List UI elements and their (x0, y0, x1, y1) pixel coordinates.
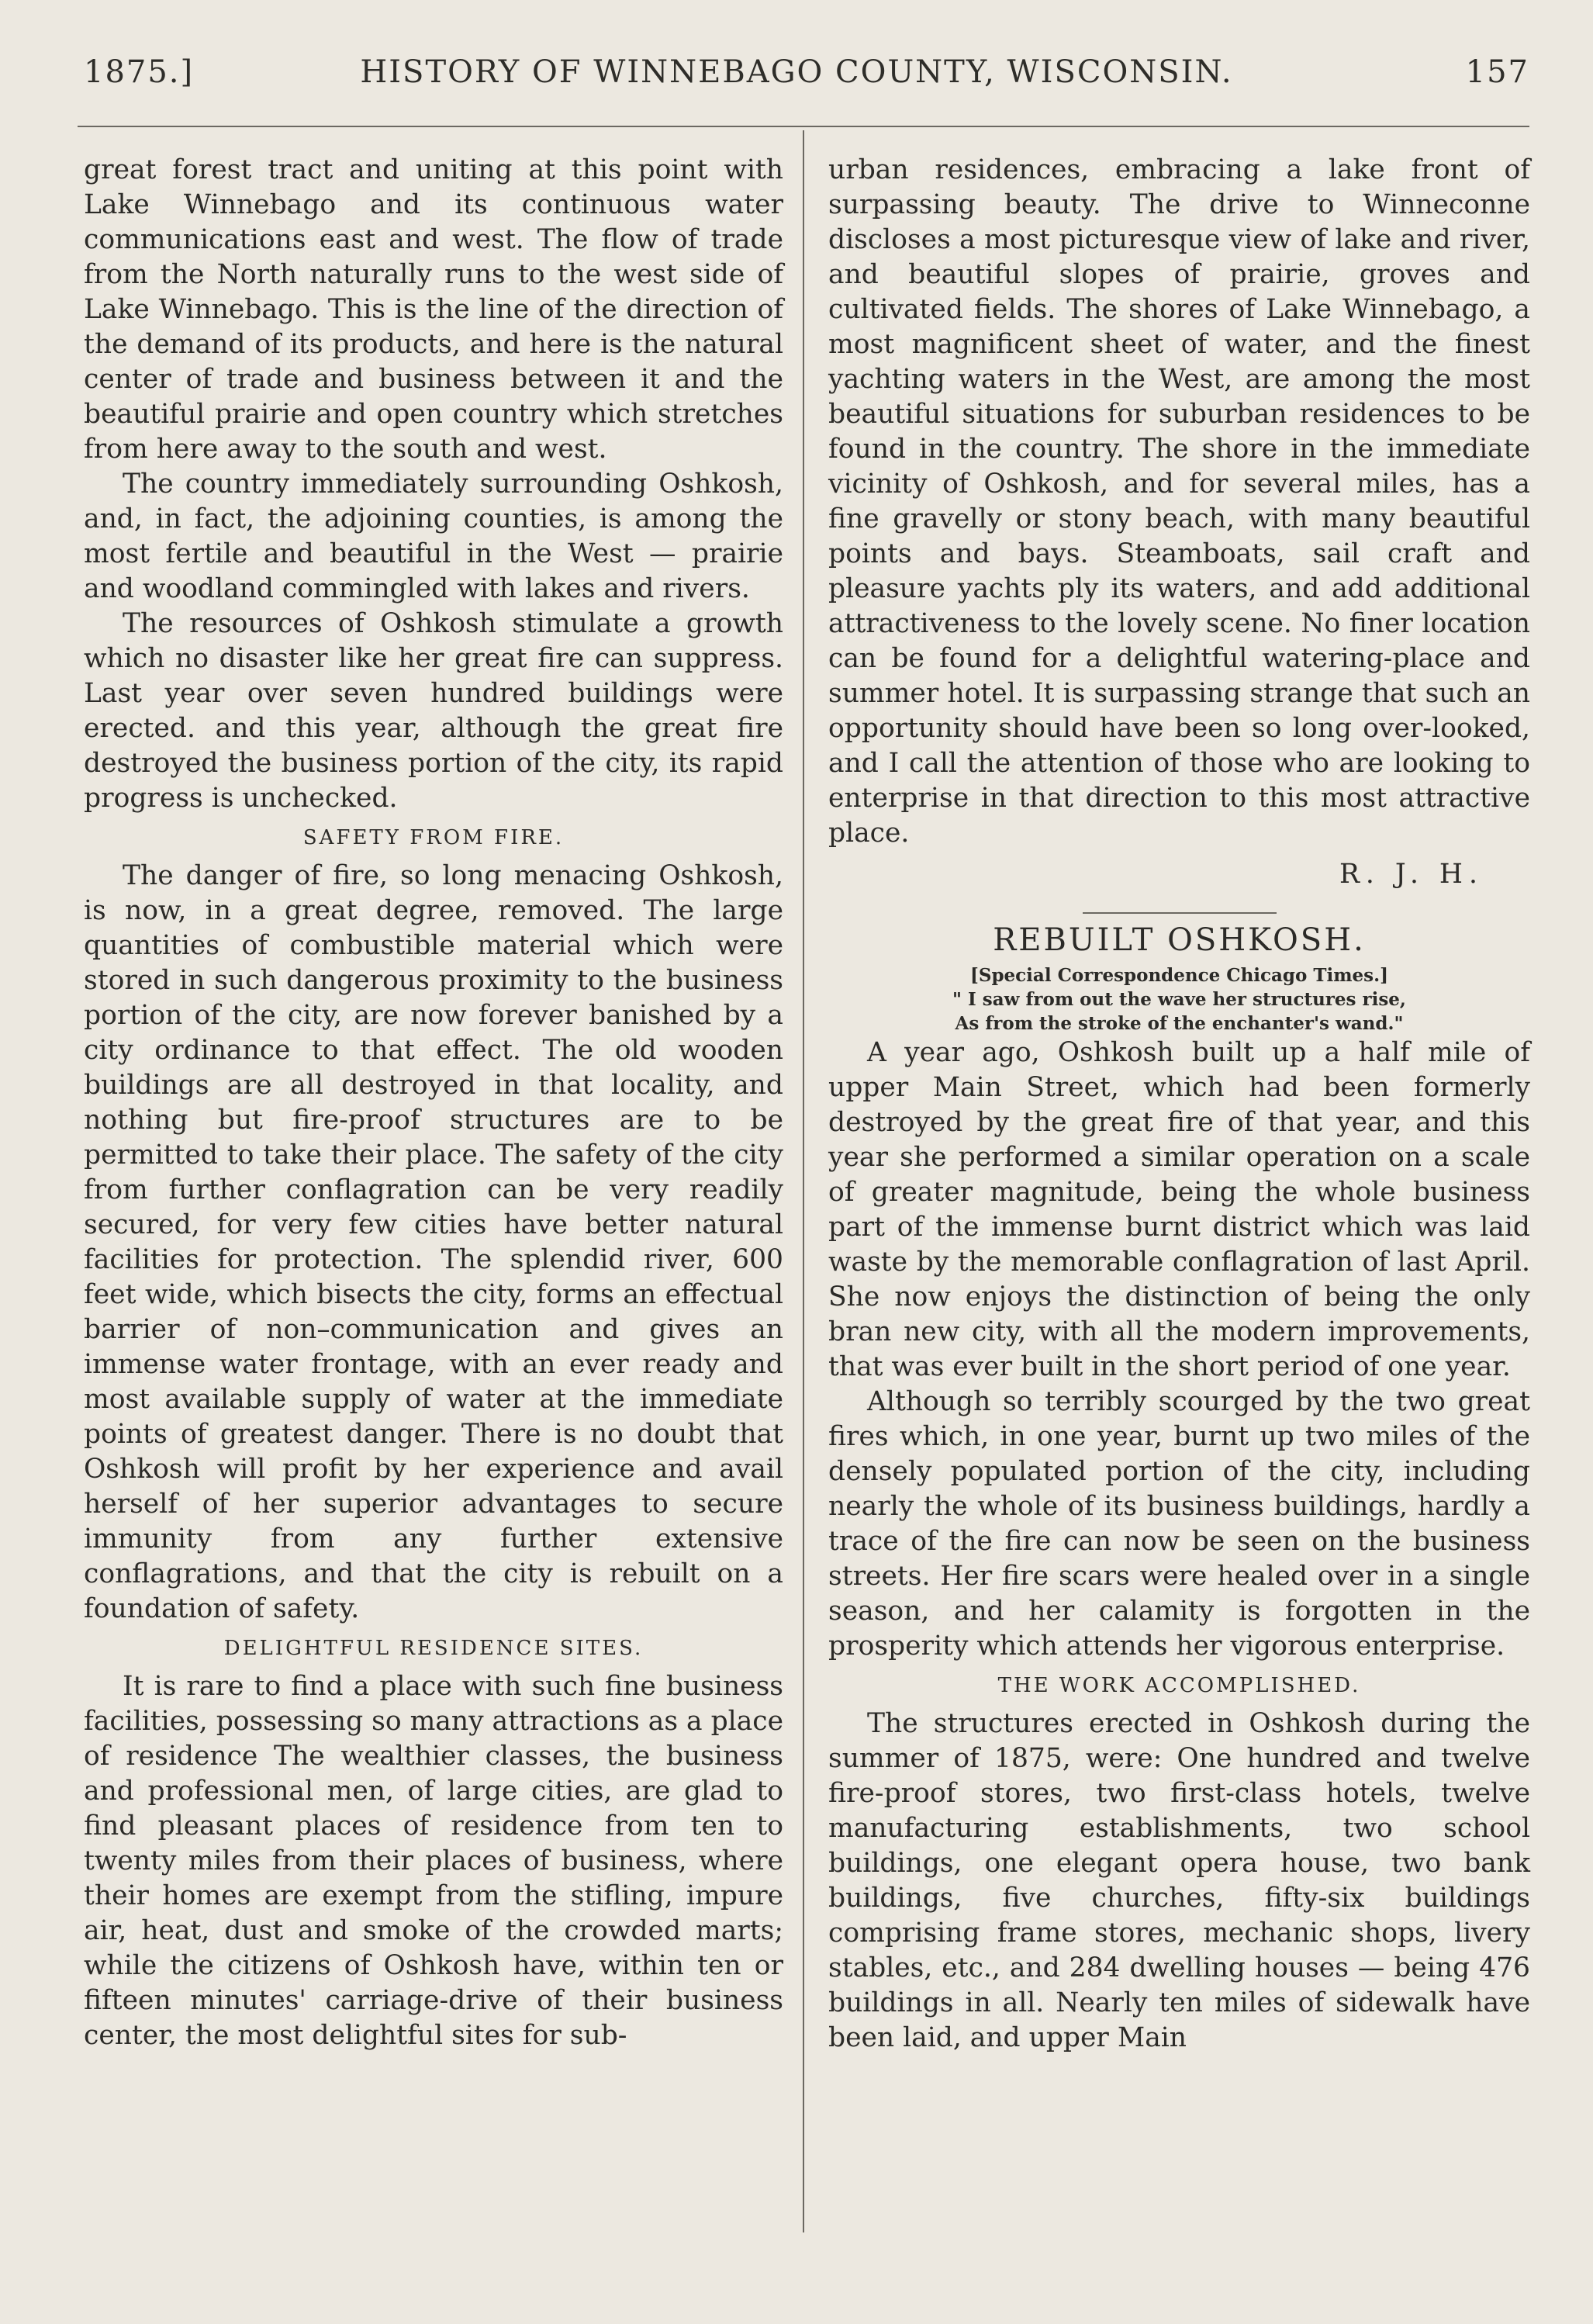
epigraph-line: " I saw from out the wave her structures rise, (952, 989, 1406, 1010)
correspondence-credit: [Special Correspondence Chicago Times.] (969, 965, 1389, 986)
epigraph-line: As from the stroke of the enchanter's wand." (955, 1013, 1404, 1034)
author-signature: R. J. H. (1339, 859, 1484, 890)
paragraph: The country immediately surrounding Oshkosh, and, in fact, the adjoining counties, is among the most fertile and beautiful in the West — prairie and woodland commingled with lakes and rivers. (84, 469, 783, 604)
header-title: HISTORY OF WINNEBAGO COUNTY, WISCONSIN. (360, 54, 1233, 90)
page-number: 157 (1465, 54, 1529, 90)
section-heading: THE WORK ACCOMPLISHED. (997, 1674, 1361, 1697)
right-column (828, 153, 1530, 2056)
paragraph: urban residences, embracing a lake front of surpassing beauty. The drive to Winneconne discloses a most picturesque view of lake and river, and beautiful slopes of prairie, groves and cultivated fields. The shores of Lake Winnebago, a most magnificent sheet of water, and the finest yachting waters in the West, are among the most beautiful situations for suburban residences to be found in the country. The shore in the immediate vicinity of Oshkosh, and for several miles, has a fine gravelly or stony beach, with many beautiful points and bays. Steamboats, sail craft and pleasure yachts ply its waters, and add additional attractiveness to the lovely scene. No finer location can be found for a delightful watering-place and summer hotel. It is surpassing strange that such an opportunity should have been so long over-looked, and I call the attention of those who are looking to enterprise in that direction to this most attractive place. (828, 154, 1530, 849)
paragraph: It is rare to find a place with such fine business facilities, possessing so many attractions as a place of residence The wealthier classes, the business and professional men, of large cities, are glad to find pleasant places of residence from ten to twenty miles from their places of business, where their homes are exempt from the stifling, impure air, heat, dust and smoke of the crowded marts; while the citizens of Oshkosh have, within ten or fifteen minutes' carriage-drive of their business center, the most delightful sites for sub- (84, 1671, 783, 2051)
header-rule (78, 126, 1529, 127)
paragraph: Although so terribly scourged by the two great fires which, in one year, burnt up two miles of the densely populated portion of the city, including nearly the whole of its business buildings, hardly a trace of the fire can now be seen on the business streets. Her fire scars were healed over in a single season, and her calamity is forgotten in the prosperity which attends her vigorous enterprise. (828, 1386, 1530, 1662)
paragraph: The structures erected in Oshkosh during the summer of 1875, were: One hundred and twelve fire-proof stores, two first-class hotels, twelve manufacturing establishments, two school buildings, one elegant opera house, two bank buildings, five churches, fifty-six buildings comprising frame stores, mechanic shops, livery stables, etc., and 284 dwelling houses — being 476 buildings in all. Nearly ten miles of sidewalk have been laid, and upper Main (828, 1708, 1530, 2053)
section-heading: SAFETY FROM FIRE. (302, 826, 565, 849)
header-year: 1875.] (84, 54, 195, 90)
column-divider (803, 130, 804, 2232)
running-header (0, 48, 1593, 95)
left-column (84, 153, 783, 2053)
article-title: REBUILT OSHKOSH. (993, 922, 1366, 958)
paragraph: great forest tract and uniting at this point with Lake Winnebago and its continuous water communications east and west. The flow of trade from the North naturally runs to the west side of Lake Winnebago. This is the line of the direction of the demand of its products, and here is the natural center of trade and business between it and the beautiful prairie and open country which stretches from here away to the south and west. (84, 154, 783, 465)
paragraph: A year ago, Oshkosh built up a half mile of upper Main Street, which had been formerly destroyed by the great fire of that year, and this year she performed a similar operation on a scale of greater magnitude, being the whole business part of the immense burnt district which was laid waste by the memorable conflagration of last April. She now enjoys the distinction of being the only bran new city, with all the modern improvements, that was ever built in the short period of one year. (828, 1037, 1530, 1382)
paragraph: The resources of Oshkosh stimulate a growth which no disaster like her great fire can suppress. Last year over seven hundred buildings were erected. and this year, although the great fire destroyed the business portion of the city, its rapid progress is unchecked. (84, 608, 783, 814)
article-separator (1083, 912, 1277, 914)
section-heading: DELIGHTFUL RESIDENCE SITES. (223, 1637, 644, 1660)
paragraph: The danger of fire, so long menacing Oshkosh, is now, in a great degree, removed. The large quantities of combustible material which were stored in such dangerous proximity to the business portion of the city, are now forever banished by a city ordinance to that effect. The old wooden buildings are all destroyed in that locality, and nothing but fire-proof structures are to be permitted to take their place. The safety of the city from further conflagration can be very readily secured, for very few cities have better natural facilities for protection. The splendid river, 600 feet wide, which bisects the city, forms an effectual barrier of non–communication and gives an immense water frontage, with an ever ready and most available supply of water at the immediate points of greatest danger. There is no doubt that Oshkosh will profit by her experience and avail herself of her superior advantages to secure immunity from any further extensive conflagrations, and that the city is rebuilt on a foundation of safety. (84, 860, 783, 1624)
